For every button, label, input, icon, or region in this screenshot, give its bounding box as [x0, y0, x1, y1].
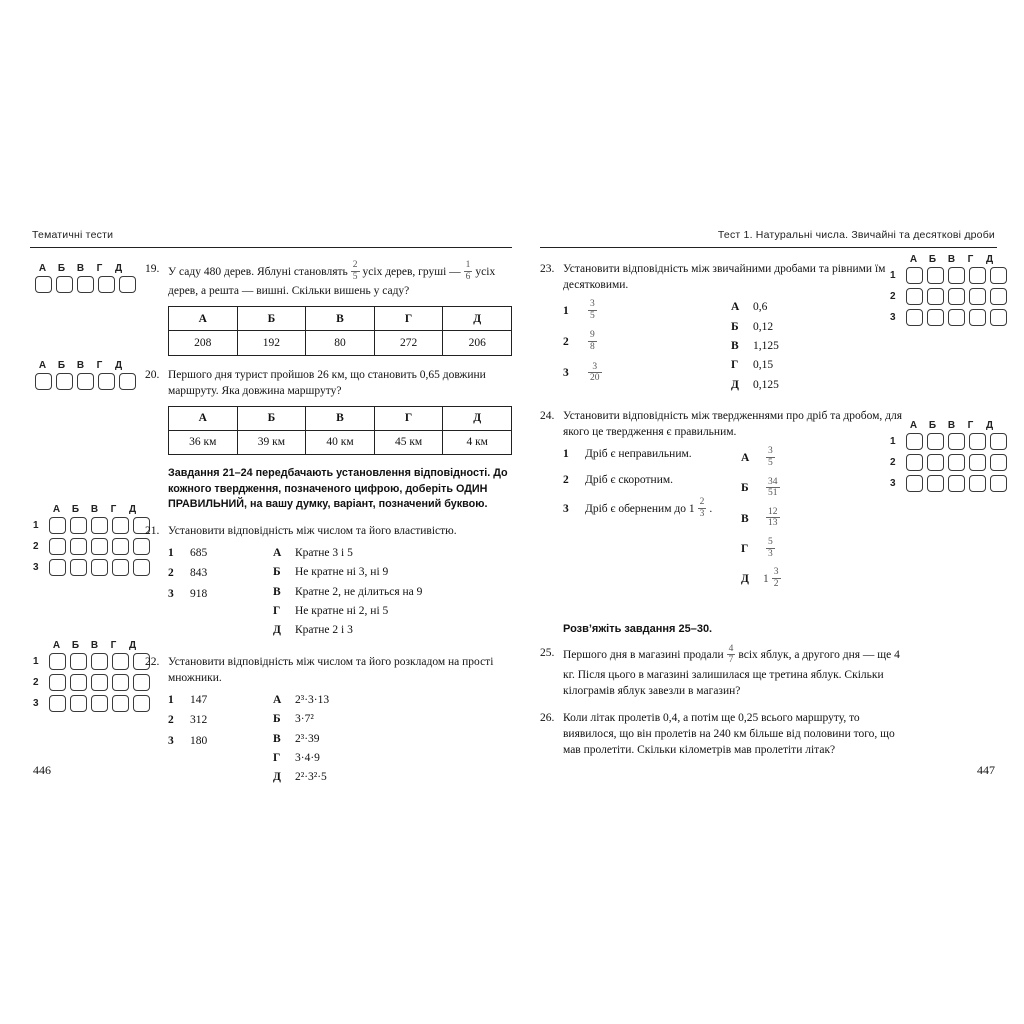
answer-box[interactable] [906, 288, 923, 305]
table-header-cell: Б [237, 307, 306, 331]
match-options [741, 447, 784, 598]
grid-letter: Б [928, 254, 937, 265]
table-cell: 36 км [169, 430, 238, 454]
grid-letter: В [947, 420, 956, 431]
page-number-right: 447 [977, 763, 995, 777]
match-option: В 1,125 [731, 339, 779, 352]
match-options [731, 300, 779, 397]
answer-box[interactable] [70, 695, 87, 712]
answer-box[interactable] [948, 433, 965, 450]
grid-letter: В [76, 360, 85, 371]
grid-letter: Б [57, 360, 66, 371]
running-head-left-text: Тематичні тести [32, 229, 114, 241]
question-number: 21. [145, 524, 160, 537]
match-option: Г 0,15 [731, 359, 774, 372]
answer-box[interactable] [49, 695, 66, 712]
answer-grid-row [33, 517, 152, 534]
fraction [698, 497, 707, 519]
answer-grid-row [33, 674, 152, 691]
fraction-denominator: 20 [590, 373, 600, 384]
grid-row-number: 1 [890, 436, 896, 447]
match-option: Б Не кратне ні 3, ні 9 [273, 566, 389, 579]
answer-box[interactable] [906, 309, 923, 326]
grid-row-number: 3 [33, 698, 39, 709]
match-item: 2 $\frac{9}{8}$ [563, 330, 595, 353]
matching-list [168, 693, 512, 790]
answer-box[interactable] [77, 276, 94, 293]
answer-grid-row [33, 373, 138, 390]
match-option: Д 2²·3²·5 [273, 771, 327, 784]
fraction-numerator: 4 [728, 643, 734, 654]
match-item: 3 918 [168, 587, 208, 600]
answer-box[interactable] [98, 373, 115, 390]
answer-grid-letters [890, 420, 1009, 431]
fraction-denominator: 7 [728, 655, 734, 666]
answer-box[interactable] [969, 288, 986, 305]
question-text: Установити відповідність між твердженнями про дріб та дробом, для якого це твердження є правильним. [563, 410, 903, 439]
running-head-right [540, 229, 997, 248]
answer-box[interactable] [948, 454, 965, 471]
answer-grid-row [33, 538, 152, 555]
grid-row-number: 2 [890, 457, 896, 468]
fraction [766, 477, 780, 499]
fraction [766, 507, 780, 529]
grid-letter: Г [96, 360, 103, 371]
answer-grid-row [33, 559, 152, 576]
answer-box[interactable] [990, 267, 1007, 284]
grid-letter: Д [114, 360, 123, 371]
grid-letter: А [38, 263, 47, 274]
fraction [727, 644, 736, 666]
table-cell: 272 [374, 331, 443, 355]
table-header-cell: Г [374, 406, 443, 430]
question-number: 19. [145, 263, 160, 275]
page-right [540, 229, 997, 769]
question-23 [540, 261, 902, 397]
question-text: Першого дня турист пройшов 26 км, що становить 0,65 довжини маршруту. Яка довжина маршруту? [168, 368, 486, 397]
answer-box[interactable] [112, 695, 129, 712]
table-header-cell: А [169, 307, 238, 331]
match-option: Г Не кратне ні 2, ні 5 [273, 605, 389, 618]
question-21 [145, 523, 512, 643]
answer-box[interactable] [91, 674, 108, 691]
answer-grid-q22 [33, 640, 152, 716]
answer-box[interactable] [91, 695, 108, 712]
table-cell: 45 км [374, 430, 443, 454]
running-head-right-text: Тест 1. Натуральні числа. Звичайні та десяткові дроби [717, 229, 995, 241]
fraction-numerator: 2 [699, 497, 705, 507]
answer-box[interactable] [77, 373, 94, 390]
grid-letter: А [52, 504, 61, 515]
table-cell: 208 [169, 331, 238, 355]
table-cell: 39 км [237, 430, 306, 454]
fraction [766, 537, 775, 559]
answer-box[interactable] [98, 276, 115, 293]
match-option: А Кратне 3 і 5 [273, 546, 353, 559]
answer-box[interactable] [990, 454, 1007, 471]
grid-letter: Г [110, 640, 117, 651]
match-option: Г $\frac{5}{3}$ [741, 537, 773, 559]
fraction-numerator: 1 [465, 260, 471, 270]
answer-box[interactable] [927, 267, 944, 284]
answer-box[interactable] [49, 653, 66, 670]
question-text: Коли літак пролетів 0,4, а потім ще 0,25 всього маршруту, то виявилося, що він пролетів на 240 км більше від половини того, що мав пролетіти. Скільки кілометрів мав пролетіти літак? [563, 711, 895, 757]
match-items [168, 546, 273, 643]
match-option: А $\frac{3}{5}$ [741, 446, 773, 468]
answer-box[interactable] [969, 267, 986, 284]
answer-box[interactable] [927, 454, 944, 471]
answer-grid-letters [890, 254, 1009, 265]
page-left [30, 229, 512, 801]
table-cell: 206 [443, 331, 512, 355]
fraction-denominator: 5 [352, 271, 358, 282]
answer-grid-letters [33, 504, 152, 515]
table-header-cell: А [169, 406, 238, 430]
table-header-cell: Д [443, 307, 512, 331]
match-items [168, 693, 273, 790]
answer-box[interactable] [49, 559, 66, 576]
answer-grid-letters [33, 360, 138, 371]
match-options [273, 693, 329, 790]
answer-box[interactable] [91, 538, 108, 555]
match-item: 3 Дріб є оберненим до 1 $\frac{2}{3}$ . [563, 497, 713, 519]
question-text: Першого дня в магазині продали $\frac{4}{7}$ всіх яблук, а другого дня — ще 4 кг. Після цього в магазині залишилася ще третина яблук. Скільки кілограмів яблук завезли в магазин? [563, 643, 900, 697]
fraction-numerator: 5 [768, 537, 773, 547]
answer-box[interactable] [112, 538, 129, 555]
fraction-denominator: 51 [768, 488, 778, 499]
match-option: В 2³·39 [273, 732, 320, 745]
grid-row-number: 3 [33, 562, 39, 573]
fraction-numerator: 2 [352, 260, 358, 270]
match-option: Д 1 $\frac{3}{2}$ [741, 567, 779, 589]
grid-letter: Г [110, 504, 117, 515]
match-item: 1 $\frac{3}{5}$ [563, 299, 595, 321]
matching-list [563, 300, 902, 397]
matching-list [563, 447, 902, 598]
answer-box[interactable] [49, 674, 66, 691]
grid-letter: Б [928, 420, 937, 431]
answer-box[interactable] [70, 653, 87, 670]
spacer [33, 504, 47, 515]
answer-grid-row [33, 695, 152, 712]
match-item: 3 180 [168, 734, 208, 747]
answer-box[interactable] [70, 559, 87, 576]
question-text: Установити відповідність між числом та його розкладом на прості множники. [168, 655, 494, 684]
match-item: 2 Дріб є скоротним. [563, 473, 674, 486]
match-option: Б 3·7² [273, 713, 314, 726]
grid-letter: Д [128, 504, 137, 515]
question-25 [540, 645, 902, 699]
answer-box[interactable] [990, 475, 1007, 492]
answer-grid-row [890, 309, 1009, 326]
question-26 [540, 710, 902, 758]
answer-grid-row [890, 288, 1009, 305]
match-option: А 2³·3·13 [273, 693, 330, 706]
fraction-denominator: 6 [465, 271, 471, 282]
answer-box[interactable] [969, 475, 986, 492]
fraction-numerator: 3 [768, 446, 773, 457]
answer-box[interactable] [91, 559, 108, 576]
match-option: В $\frac{12}{13}$ [741, 506, 778, 529]
fraction-numerator: 3 [773, 567, 779, 578]
match-option: Б 0,12 [731, 320, 774, 333]
question-22 [145, 654, 512, 790]
answer-box[interactable] [927, 433, 944, 450]
question-number: 22. [145, 655, 160, 668]
answer-box[interactable] [35, 276, 52, 293]
answer-box[interactable] [119, 373, 136, 390]
answer-grid-letters [33, 263, 138, 274]
answer-box[interactable] [948, 267, 965, 284]
answer-grid-q20 [33, 360, 138, 394]
grid-row-number: 2 [890, 291, 896, 302]
fraction [766, 446, 775, 468]
answer-grid-row [33, 276, 138, 293]
answer-box[interactable] [112, 653, 129, 670]
answer-box[interactable] [112, 674, 129, 691]
grid-letter: Д [985, 420, 994, 431]
answer-grid-row [890, 267, 1009, 284]
answer-box[interactable] [906, 267, 923, 284]
table-header-cell: Г [374, 307, 443, 331]
question-20 [145, 367, 512, 455]
table-cell: 80 [306, 331, 375, 355]
match-option: Б $\frac{34}{51}$ [741, 476, 778, 499]
match-item: 1 147 [168, 693, 208, 706]
grid-row-number: 1 [33, 656, 39, 667]
answer-grid-q23 [890, 254, 1009, 330]
grid-row-number: 2 [33, 541, 39, 552]
match-item: 1 685 [168, 546, 208, 559]
answer-box[interactable] [35, 373, 52, 390]
fraction-denominator: 8 [590, 342, 595, 353]
fraction-denominator: 3 [768, 548, 773, 559]
answer-box[interactable] [91, 517, 108, 534]
grid-letter: Д [985, 254, 994, 265]
grid-letter: А [909, 254, 918, 265]
grid-letter: Б [71, 504, 80, 515]
grid-letter: Д [128, 640, 137, 651]
question-number: 20. [145, 368, 160, 381]
mixed-number-whole: 1 [763, 573, 769, 586]
grid-row-number: 1 [33, 520, 39, 531]
answer-box[interactable] [119, 276, 136, 293]
answer-box[interactable] [948, 309, 965, 326]
fraction-numerator: 12 [768, 506, 778, 517]
match-option: Д 0,125 [731, 378, 779, 391]
answer-box[interactable] [906, 475, 923, 492]
fraction [588, 362, 602, 384]
fraction [588, 299, 597, 321]
grid-letter: В [947, 254, 956, 265]
answer-box[interactable] [70, 517, 87, 534]
grid-row-number: 3 [890, 312, 896, 323]
match-option: А 0,6 [731, 301, 768, 314]
grid-letter: Г [967, 420, 974, 431]
question-number: 26. [540, 711, 555, 724]
answer-grid-q21 [33, 504, 152, 580]
page-number-left: 446 [33, 763, 51, 777]
match-item: 3 $\frac{3}{20}$ [563, 361, 600, 384]
answer-box[interactable] [990, 288, 1007, 305]
question-number: 23. [540, 263, 555, 275]
table-cell: 192 [237, 331, 306, 355]
fraction [351, 260, 360, 282]
answer-box[interactable] [990, 309, 1007, 326]
fraction-denominator: 5 [590, 310, 595, 321]
match-item: 2 312 [168, 714, 208, 727]
answer-box[interactable] [49, 517, 66, 534]
question-text: Установити відповідність між звичайними дробами та рівними їм десятковими. [563, 263, 886, 292]
answer-box[interactable] [927, 475, 944, 492]
answer-grid-q19 [33, 263, 138, 297]
left-content [145, 261, 512, 790]
running-head-left [30, 229, 512, 248]
answer-box[interactable] [70, 538, 87, 555]
grid-letter: В [76, 263, 85, 274]
fraction-numerator: 9 [590, 330, 595, 341]
answer-box[interactable] [927, 288, 944, 305]
answer-grid-row [890, 454, 1009, 471]
question-number: 25. [540, 646, 555, 659]
answer-box[interactable] [990, 433, 1007, 450]
answer-box[interactable] [70, 674, 87, 691]
grid-letter: В [90, 640, 99, 651]
answer-grid-letters [33, 640, 152, 651]
solve-instruction: Розв’яжіть завдання 25–30. [563, 622, 713, 635]
page-right-body [540, 248, 997, 758]
answer-box[interactable] [948, 288, 965, 305]
table-cell: 40 км [306, 430, 375, 454]
answer-box[interactable] [112, 559, 129, 576]
fraction [588, 330, 597, 352]
question-text: Установити відповідність між числом та його властивістю. [168, 524, 457, 537]
fraction-denominator: 2 [773, 578, 779, 589]
page-left-body [30, 248, 512, 790]
grid-letter: А [52, 640, 61, 651]
answer-grid-q24 [890, 420, 1009, 496]
match-item: 1 Дріб є неправильним. [563, 448, 692, 461]
fraction-numerator: 34 [768, 476, 778, 487]
right-content [540, 261, 902, 758]
match-item: 2 843 [168, 567, 208, 580]
fraction [464, 260, 473, 282]
answer-grid-row [33, 653, 152, 670]
match-option: Д Кратне 2 і 3 [273, 624, 353, 637]
grid-letter: В [90, 504, 99, 515]
fraction-numerator: 3 [588, 362, 602, 374]
answer-box[interactable] [927, 309, 944, 326]
answer-table-q20 [168, 406, 512, 455]
matching-list [168, 546, 512, 643]
matching-instruction: Завдання 21–24 передбачають установлення відповідності. До кожного твердження, позначеного цифрою, доберіть ОДИН ПРАВИЛЬНИЙ, на вашу думку, варіант, позначений буквою. [168, 466, 508, 511]
fraction-denominator: 13 [768, 518, 778, 529]
grid-letter: Г [967, 254, 974, 265]
question-number: 24. [540, 410, 555, 423]
answer-box[interactable] [969, 309, 986, 326]
match-items [563, 447, 741, 598]
match-option: Г 3·4·9 [273, 752, 320, 765]
answer-box[interactable] [906, 454, 923, 471]
fraction-numerator: 3 [590, 299, 595, 310]
answer-box[interactable] [91, 653, 108, 670]
grid-letter: А [909, 420, 918, 431]
grid-letter: Б [71, 640, 80, 651]
spacer [33, 640, 47, 651]
answer-table-q19 [168, 306, 512, 355]
answer-box[interactable] [56, 373, 73, 390]
answer-box[interactable] [49, 538, 66, 555]
grid-letter: Г [96, 263, 103, 274]
grid-letter: Б [57, 263, 66, 274]
answer-grid-row [890, 475, 1009, 492]
grid-letter: А [38, 360, 47, 371]
table-cell: 4 км [443, 430, 512, 454]
answer-box[interactable] [906, 433, 923, 450]
fraction [772, 567, 781, 589]
grid-row-number: 3 [890, 478, 896, 489]
fraction-denominator: 5 [768, 457, 773, 468]
answer-box[interactable] [969, 433, 986, 450]
grid-row-number: 1 [890, 270, 896, 281]
grid-row-number: 2 [33, 677, 39, 688]
match-items [563, 300, 731, 397]
table-header-cell: Б [237, 406, 306, 430]
match-options [273, 546, 422, 643]
question-24 [540, 408, 902, 598]
question-text: У саду 480 дерев. Яблуні становлять $\frac{2}{5}$ усіх дерев, груші — $\frac{1}{6}$ усіх дерев, а решта — вишні. Скільки вишень у саду? [168, 260, 496, 298]
question-19 [145, 261, 512, 356]
match-option: В Кратне 2, не ділиться на 9 [273, 585, 423, 598]
answer-box[interactable] [948, 475, 965, 492]
answer-box[interactable] [56, 276, 73, 293]
fraction-denominator: 3 [699, 508, 705, 519]
answer-grid-row [890, 433, 1009, 450]
answer-box[interactable] [969, 454, 986, 471]
grid-letter: Д [114, 263, 123, 274]
answer-box[interactable] [112, 517, 129, 534]
table-header-cell: В [306, 307, 375, 331]
table-header-cell: Д [443, 406, 512, 430]
table-header-cell: В [306, 406, 375, 430]
